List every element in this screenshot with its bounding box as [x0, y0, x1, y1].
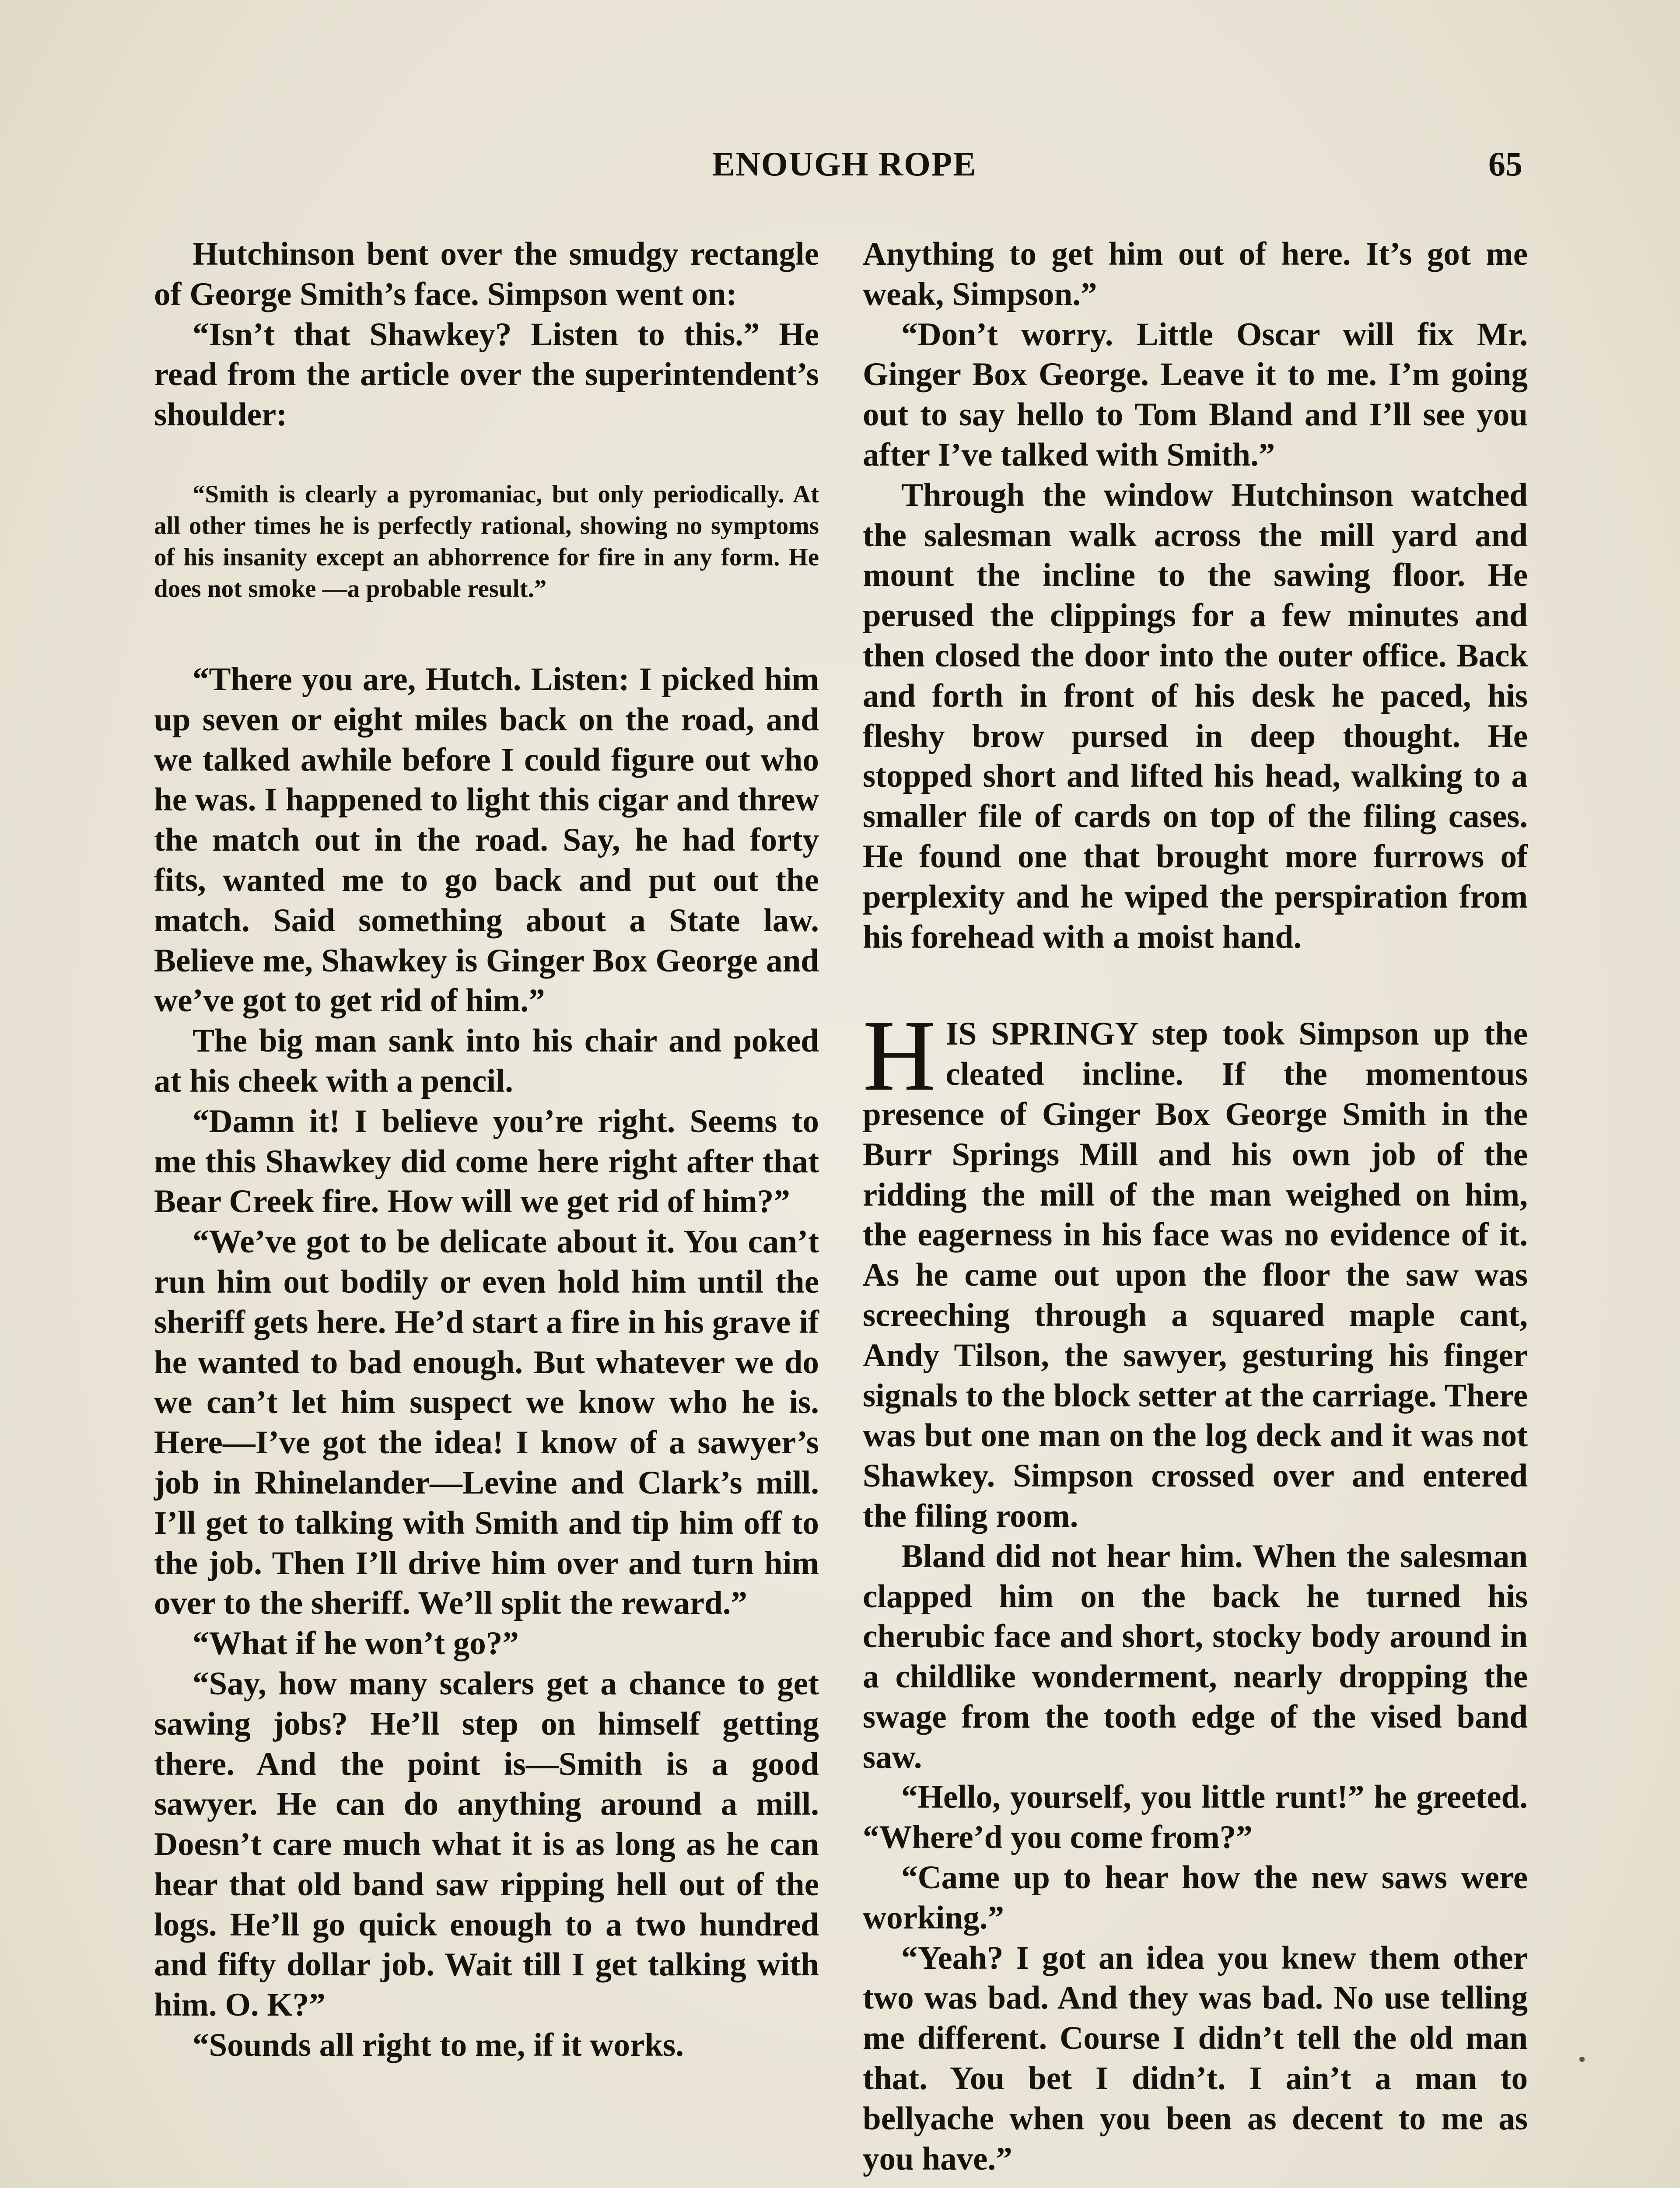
paragraph: “Don’t worry. Little Oscar will fix Mr. Ginger Box George. Leave it to me. I’m going out to say hello to Tom Bland and I’ll see you after I’ve talked with Smith.” — [863, 316, 1528, 473]
paragraph: Bland did not hear him. When the salesman clapped him on the back he turned his cherubic face and short, stocky body around in a childlike wonderment, nearly dropping the swage from the tooth edge of the vised band saw. — [863, 1538, 1528, 1775]
paragraph: IS SPRINGY step took Simpson up the cleated incline. If the momentous presence of Ginger Box George Smith in the Burr Springs Mill and his own job of the ridding the mill of the man weighed on him, the eagerness in his face was no evidence of it. As he came out upon the floor the saw was screeching through a squared maple cant, Andy Tilson, the sawyer, gesturing his finger signals to the block setter at the carriage. There was but one man on the log deck and it was not Shawkey. Simpson crossed over and entered the filing room. — [863, 1016, 1528, 1534]
paragraph: “Yeah? I got an idea you knew them other two was bad. And they was bad. No use telling me different. Course I didn’t tell the old man that. You bet I didn’t. I ain’t a man to bellyache when you been as decent to me as you have.” — [863, 1939, 1528, 2177]
left-column — [154, 234, 819, 2065]
paragraph: “There you are, Hutch. Listen: I picked him up seven or eight miles back on the road, and we talked awhile before I could figure out who he was. I happened to light this cigar and threw the match out in the road. Say, he had forty fits, wanted me to go back and put out the match. Said something about a State law. Believe me, Shawkey is Ginger Box George and we’ve got to get rid of him.” — [154, 661, 819, 1019]
paragraph: Hutchinson bent over the smudgy rectangle of George Smith’s face. Simpson went on: — [154, 236, 819, 312]
right-column — [863, 234, 1528, 2179]
paragraph: “Say, how many scalers get a chance to get sawing jobs? He’ll step on himself getting there. And the point is—Smith is a good sawyer. He can do anything around a mill. Doesn’t care much what it is as long as he can hear that old band saw ripping hell out of the logs. He’ll go quick enough to a two hundred and fifty dollar job. Wait till I get talking with him. O. K?” — [154, 1665, 819, 2023]
quote-text: “Smith is clearly a pyromaniac, but only periodically. At all other times he is perfectly rational, showing no symptoms of his insanity except an abhorrence for fire in any form. He does not smoke —a probable result.” — [154, 480, 819, 603]
paragraph: “Sounds all right to me, if it works. — [192, 2027, 684, 2064]
section-opener — [863, 999, 1528, 1536]
paragraph: “We’ve got to be delicate about it. You can’t run him out bodily or even hold him until the sheriff gets here. He’d start a fire in his grave if he wanted to bad enough. But whatever we do we can’t let him suspect we know who he is. Here—I’ve got the idea! I know of a sawyer’s job in Rhinelander—Levine and Clark’s mill. I’ll get to talking with Smith and tip him off to the job. Then I’ll drive him over and turn him over to the sheriff. We’ll split the reward.” — [154, 1224, 819, 1622]
paragraph: “Isn’t that Shawkey? Listen to this.” He read from the article over the superintendent’s shoulder: — [154, 316, 819, 433]
paragraph: Anything to get him out of here. It’s got me weak, Simpson.” — [863, 236, 1528, 312]
page-number: 65 — [1488, 145, 1522, 183]
paragraph: The big man sank into his chair and poked at his cheek with a pencil. — [154, 1023, 819, 1099]
drop-cap: H — [863, 999, 936, 1112]
running-title: ENOUGH ROPE — [712, 145, 977, 183]
paragraph: “Damn it! I believe you’re right. Seems to me this Shawkey did come here right after that Bear Creek fire. How will we get rid of him?” — [154, 1103, 819, 1220]
quoted-article — [154, 479, 819, 605]
paragraph: “What if he won’t go?” — [192, 1625, 519, 1662]
paragraph: “Hello, yourself, you little runt!” he greeted. “Where’d you come from?” — [863, 1779, 1528, 1856]
ink-speck — [1579, 2057, 1585, 2062]
paragraph: “Came up to hear how the new saws were working.” — [863, 1859, 1528, 1936]
paragraph: Through the window Hutchinson watched the salesman walk across the mill yard and mount the incline to the sawing floor. He perused the clippings for a few minutes and then closed the door into the outer office. Back and forth in front of his desk he paced, his fleshy brow pursed in deep thought. He stopped short and lifted his head, walking to a smaller file of cards on top of the filing cases. He found one that brought more furrows of perplexity and he wiped the perspiration from his forehead with a moist hand. — [863, 477, 1528, 955]
